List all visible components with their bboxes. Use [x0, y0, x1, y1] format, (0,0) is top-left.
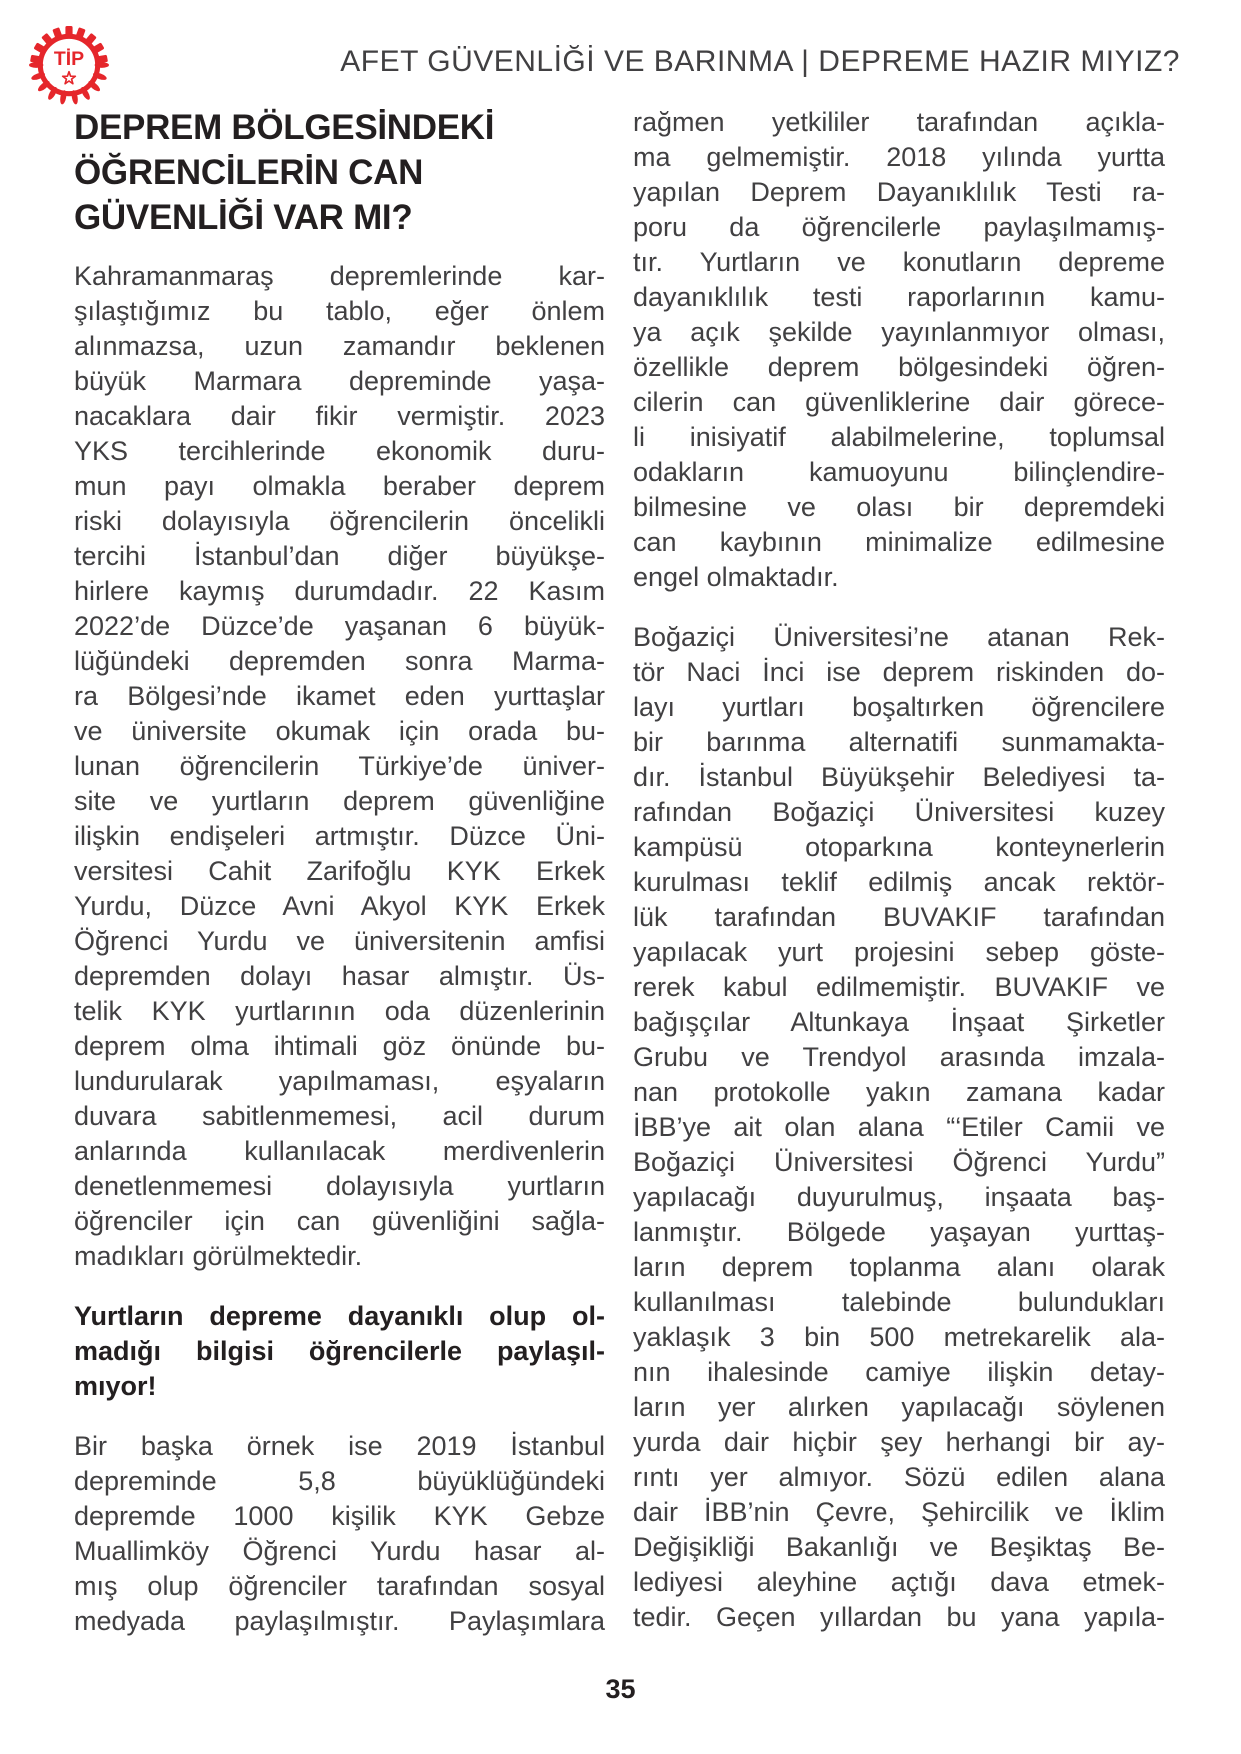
right-column-paragraphs: [633, 105, 1165, 1635]
text-line: Muallimköy Öğrenci Yurdu hasar al-: [74, 1536, 605, 1566]
text-line: ların yer alırken yapılacağı söylenen: [633, 1392, 1165, 1422]
text-line: deprem olma ihtimali göz önünde bu-: [74, 1031, 605, 1061]
text-line: poru da öğrencilerle paylaşılmamış-: [633, 212, 1165, 242]
text-line: yapılacak yurt projesini sebep göste-: [633, 937, 1165, 967]
text-line: Grubu ve Trendyol arasında imzala-: [633, 1042, 1165, 1072]
text-line: özellikle deprem bölgesindeki öğren-: [633, 352, 1165, 382]
text-line: Yurdu, Düzce Avni Akyol KYK Erkek: [74, 891, 605, 921]
text-line: alınmazsa, uzun zamandır beklenen: [74, 331, 605, 361]
text-line: mış olup öğrenciler tarafından sosyal: [74, 1571, 605, 1601]
text-line: YKS tercihlerinde ekonomik duru-: [74, 436, 605, 466]
text-line: bir barınma alternatifi sunmamakta-: [633, 727, 1165, 757]
text-line: yapılacağı duyurulmuş, inşaata baş-: [633, 1182, 1165, 1212]
text-line: ya açık şekilde yayınlanmıyor olması,: [633, 317, 1165, 347]
body-paragraph: [74, 259, 605, 1274]
text-line: cilerin can güvenliklerine dair görece-: [633, 387, 1165, 417]
text-line: denetlenmemesi dolayısıyla yurtların: [74, 1171, 605, 1201]
text-line: Yurtların depreme dayanıklı olup ol-: [74, 1301, 605, 1331]
text-line: madıkları görülmektedir.: [74, 1241, 363, 1271]
text-line: ma gelmemiştir. 2018 yılında yurtta: [633, 142, 1165, 172]
text-line: duvara sabitlenmemesi, acil durum: [74, 1101, 605, 1131]
tip-logo: [28, 24, 110, 106]
text-line: depremde 1000 kişilik KYK Gebze: [74, 1501, 605, 1531]
text-line: lediyesi aleyhine açtığı dava etmek-: [633, 1567, 1165, 1597]
text-line: mun payı olmakla beraber deprem: [74, 471, 605, 501]
subheading-paragraph: [74, 1299, 605, 1404]
star-icon: [63, 72, 76, 84]
left-column-paragraphs: [74, 259, 605, 1639]
text-line: depreminde 5,8 büyüklüğündeki: [74, 1466, 605, 1496]
text-line: Kahramanmaraş depremlerinde kar-: [74, 261, 605, 291]
text-line: Boğaziçi Üniversitesi Öğrenci Yurdu”: [633, 1147, 1165, 1177]
text-line: büyük Marmara depreminde yaşa-: [74, 366, 605, 396]
text-line: madığı bilgisi öğrencilerle paylaşıl-: [74, 1336, 605, 1366]
text-line: yapılan Deprem Dayanıklılık Testi ra-: [633, 177, 1165, 207]
text-line: kampüsü otoparkına konteynerlerin: [633, 832, 1165, 862]
page-number: 35: [605, 1674, 636, 1704]
article-title-line: DEPREM BÖLGESİNDEKİ: [74, 108, 495, 147]
text-line: Boğaziçi Üniversitesi’ne atanan Rek-: [633, 622, 1165, 652]
text-line: dayanıklılık testi raporlarının kamu-: [633, 282, 1165, 312]
text-line: rağmen yetkililer tarafından açıkla-: [633, 107, 1165, 137]
tip-logo-text: TİP: [53, 48, 85, 70]
text-line: ve üniversite okumak için orada bu-: [74, 716, 605, 746]
text-line: lundurularak yapılmaması, eşyaların: [74, 1066, 605, 1096]
body-paragraph: [633, 105, 1165, 595]
text-line: lanmıştır. Bölgede yaşayan yurttaş-: [633, 1217, 1165, 1247]
text-line: nın ihalesinde camiye ilişkin detay-: [633, 1357, 1165, 1387]
body-paragraph: [74, 1429, 605, 1639]
text-line: tercihi İstanbul’dan diğer büyükşe-: [74, 541, 605, 571]
text-line: ilişkin endişeleri artmıştır. Düzce Üni-: [74, 821, 605, 851]
running-header-title: AFET GÜVENLİĞİ VE BARINMA | DEPREME HAZIR MIYIZ?: [340, 45, 1180, 78]
text-line: tör Naci İnci ise deprem riskinden do-: [633, 657, 1165, 687]
text-line: li inisiyatif alabilmelerine, toplumsal: [633, 422, 1165, 452]
text-line: dır. İstanbul Büyükşehir Belediyesi ta-: [633, 762, 1165, 792]
text-line: tedir. Geçen yıllardan bu yana yapıla-: [633, 1602, 1165, 1632]
body-paragraph: [633, 620, 1165, 1635]
text-line: kurulması teklif edilmiş ancak rektör-: [633, 867, 1165, 897]
text-line: şılaştığımız bu tablo, eğer önlem: [74, 296, 605, 326]
text-line: lüğündeki depremden sonra Marma-: [74, 646, 605, 676]
text-line: lük tarafından BUVAKIF tarafından: [633, 902, 1165, 932]
text-line: kullanılması talebinde bulundukları: [633, 1287, 1165, 1317]
text-line: 2022’de Düzce’de yaşanan 6 büyük-: [74, 611, 605, 641]
text-line: hirlere kaymış durumdadır. 22 Kasım: [74, 576, 605, 606]
text-line: ların deprem toplanma alanı olarak: [633, 1252, 1165, 1282]
left-column: [74, 105, 605, 1639]
text-line: medyada paylaşılmıştır. Paylaşımlara: [74, 1606, 605, 1636]
text-line: dair İBB’nin Çevre, Şehircilik ve İklim: [633, 1497, 1165, 1527]
text-line: yurda dair hiçbir şey herhangi bir ay-: [633, 1427, 1165, 1457]
text-line: nacaklara dair fikir vermiştir. 2023: [74, 401, 605, 431]
text-line: site ve yurtların deprem güvenliğine: [74, 786, 605, 816]
text-line: odakların kamuoyunu bilinçlendire-: [633, 457, 1165, 487]
text-line: yaklaşık 3 bin 500 metrekarelik ala-: [633, 1322, 1165, 1352]
text-line: riski dolayısıyla öğrencilerin öncelikli: [74, 506, 605, 536]
text-line: İBB’ye ait olan alana “‘Etiler Camii ve: [633, 1112, 1165, 1142]
article-title: [74, 105, 605, 240]
text-line: lunan öğrencilerin Türkiye’de üniver-: [74, 751, 605, 781]
text-line: engel olmaktadır.: [633, 562, 839, 592]
text-line: versitesi Cahit Zarifoğlu KYK Erkek: [74, 856, 605, 886]
article-title-line: ÖĞRENCİLERİN CAN: [74, 153, 424, 192]
text-line: anlarında kullanılacak merdivenlerin: [74, 1136, 605, 1166]
text-line: Bir başka örnek ise 2019 İstanbul: [74, 1431, 605, 1461]
text-line: Öğrenci Yurdu ve üniversitenin amfisi: [74, 926, 605, 956]
text-line: rerek kabul edilmemiştir. BUVAKIF ve: [633, 972, 1165, 1002]
text-line: rıntı yer almıyor. Sözü edilen alana: [633, 1462, 1165, 1492]
text-line: Değişikliği Bakanlığı ve Beşiktaş Be-: [633, 1532, 1165, 1562]
text-line: can kaybının minimalize edilmesine: [633, 527, 1165, 557]
text-line: bilmesine ve olası bir depremdeki: [633, 492, 1165, 522]
text-line: telik KYK yurtlarının oda düzenlerinin: [74, 996, 605, 1026]
text-line: rafından Boğaziçi Üniversitesi kuzey: [633, 797, 1165, 827]
text-line: ra Bölgesi’nde ikamet eden yurttaşlar: [74, 681, 605, 711]
text-line: tır. Yurtların ve konutların depreme: [633, 247, 1165, 277]
text-line: bağışçılar Altunkaya İnşaat Şirketler: [633, 1007, 1165, 1037]
text-line: depremden dolayı hasar almıştır. Üs-: [74, 961, 605, 991]
text-line: mıyor!: [74, 1371, 157, 1401]
text-line: öğrenciler için can güvenliğini sağla-: [74, 1206, 605, 1236]
right-column: [633, 105, 1165, 1635]
text-line: nan protokolle yakın zamana kadar: [633, 1077, 1165, 1107]
text-line: layı yurtları boşaltırken öğrencilere: [633, 692, 1165, 722]
article-title-line: GÜVENLİĞİ VAR MI?: [74, 198, 413, 237]
tip-logo-icon: [28, 24, 110, 106]
